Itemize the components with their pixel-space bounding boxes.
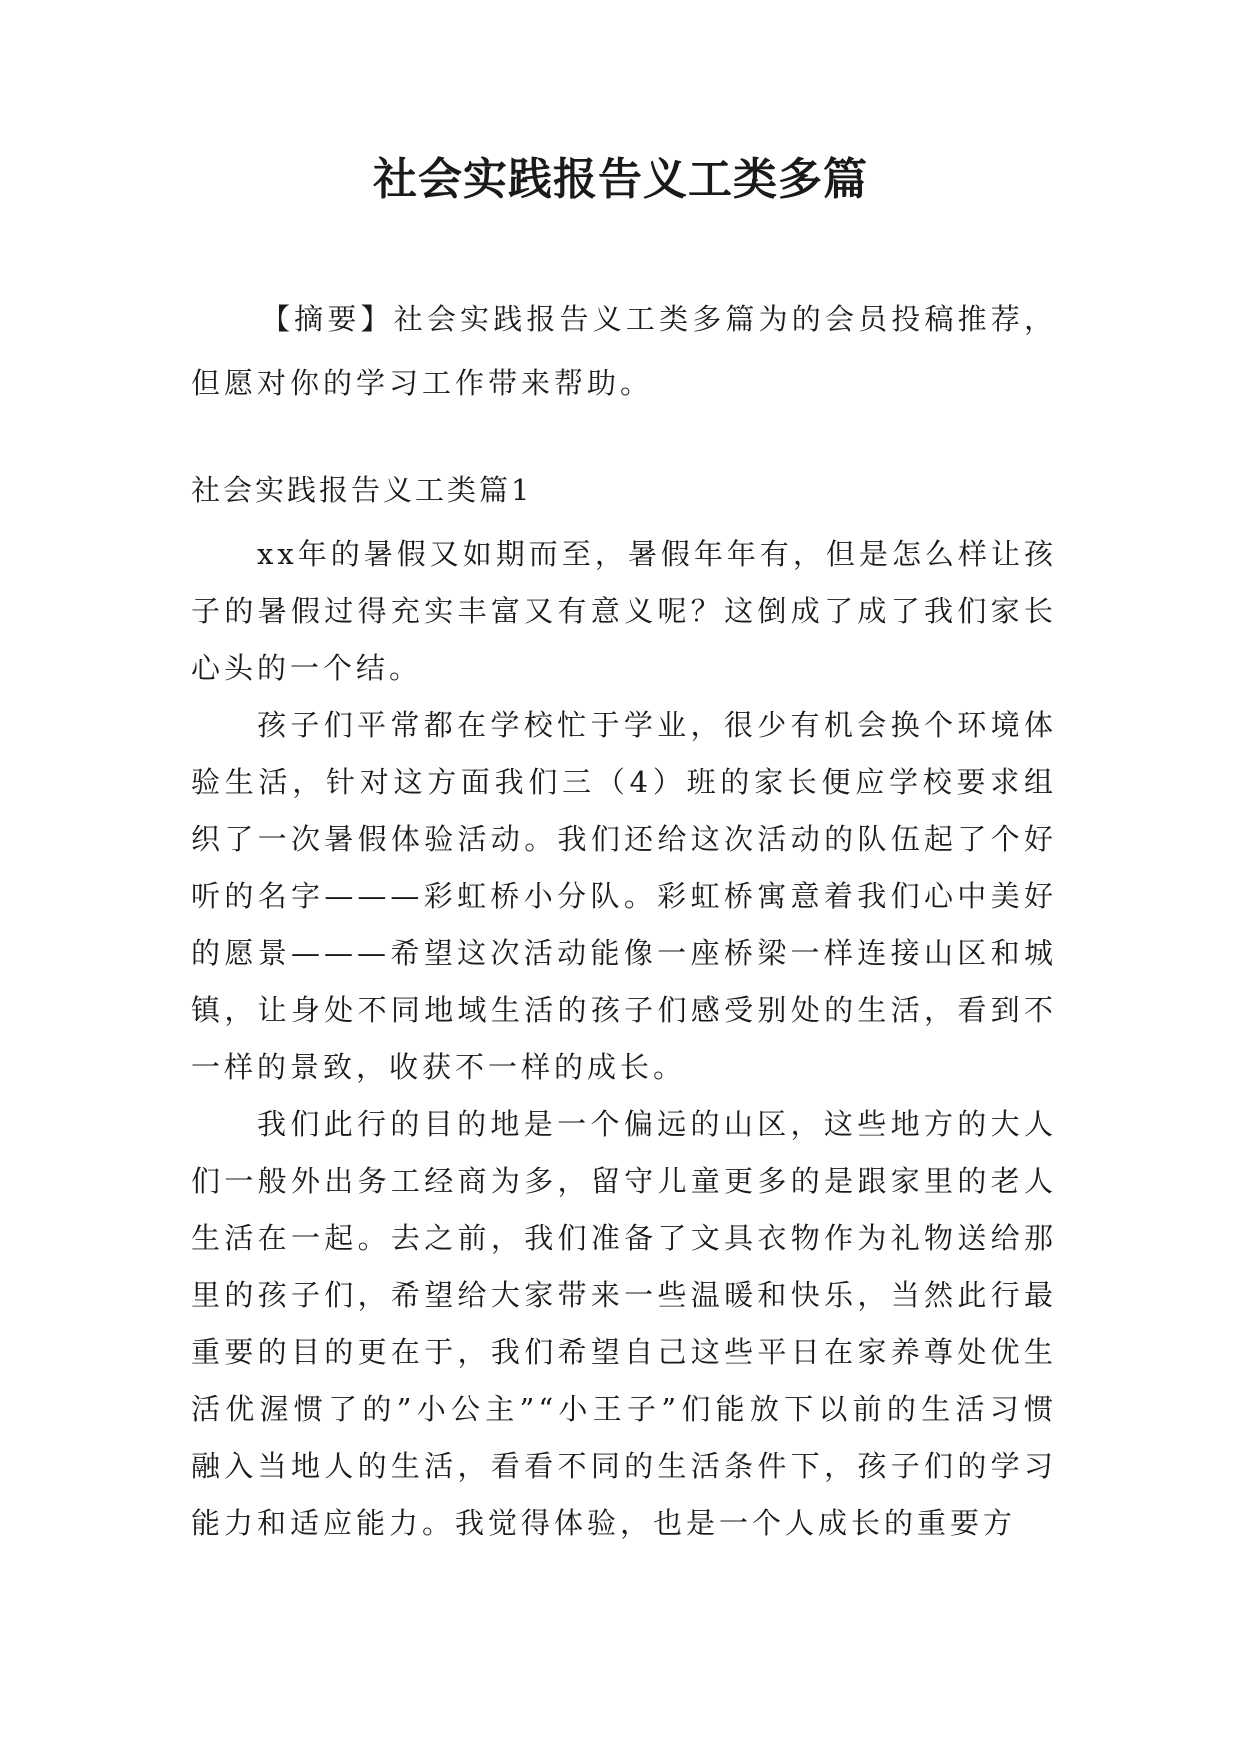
section-body bbox=[191, 526, 1057, 1552]
body-paragraph: xx年的暑假又如期而至，暑假年年有，但是怎么样让孩子的暑假过得充实丰富又有意义呢？这倒成了成了我们家长心头的一个结。 bbox=[191, 537, 1057, 685]
document-title: 社会实践报告义工类多篇 bbox=[373, 154, 868, 205]
body-paragraph: 我们此行的目的地是一个偏远的山区，这些地方的大人们一般外出务工经商为多，留守儿童更多的是跟家里的老人生活在一起。去之前，我们准备了文具衣物作为礼物送给那里的孩子们，希望给大家带来一些温暖和快乐，当然此行最重要的目的更在于，我们希望自己这些平日在家养尊处优生活优渥惯了的”小公主”“小王子”们能放下以前的生活习惯融入当地人的生活，看看不同的生活条件下，孩子们的学习能力和适应能力。我觉得体验，也是一个人成长的重要方 bbox=[191, 1107, 1057, 1540]
body-paragraph: 孩子们平常都在学校忙于学业，很少有机会换个环境体验生活，针对这方面我们三（4）班的家长便应学校要求组织了一次暑假体验活动。我们还给这次活动的队伍起了个好听的名字———彩虹桥小分队。彩虹桥寓意着我们心中美好的愿景———希望这次活动能像一座桥梁一样连接山区和城镇，让身处不同地域生活的孩子们感受别处的生活，看到不一样的景致，收获不一样的成长。 bbox=[191, 708, 1057, 1084]
section-heading: 社会实践报告义工类篇1 bbox=[191, 473, 533, 507]
abstract-paragraph: 【摘要】社会实践报告义工类多篇为的会员投稿推荐，但愿对你的学习工作带来帮助。 bbox=[191, 302, 1057, 400]
